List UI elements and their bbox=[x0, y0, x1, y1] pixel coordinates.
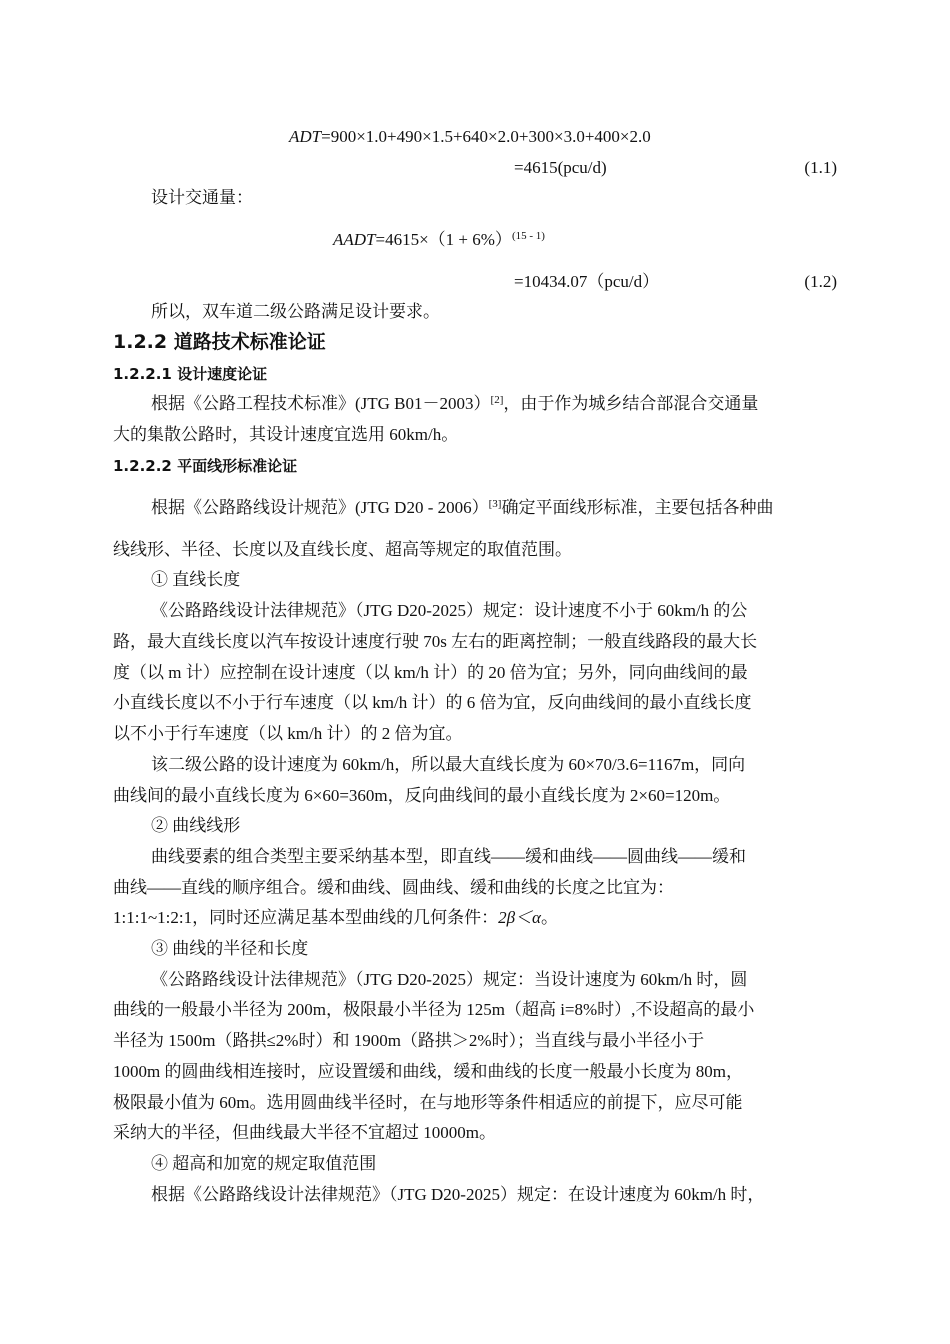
equation-adt bbox=[289, 126, 651, 148]
item2-period: 。 bbox=[540, 908, 558, 927]
eq1-variable: ADT bbox=[289, 127, 322, 146]
item3-title: ③ 曲线的半径和长度 bbox=[151, 939, 309, 958]
item2-p-line-2: 曲线——直线的顺序组合。缓和曲线、圆曲线、缓和曲线的长度之比宜为： bbox=[113, 878, 674, 897]
item2-title: ② 曲线线形 bbox=[151, 816, 241, 835]
item3-p-line-6: 采纳大的半径，但曲线最大半径不宜超过 10000m。 bbox=[113, 1123, 496, 1142]
speed-paragraph-line-2: 大的集散公路时，其设计速度宜选用 60km/h。 bbox=[113, 425, 459, 444]
eq1-number: (1.1) bbox=[804, 158, 837, 177]
eq2-result: =10434.07（pcu/d） bbox=[514, 272, 660, 291]
speed-paragraph-continued: ，由于作为城乡结合部混合交通量 bbox=[503, 394, 759, 413]
item1-p1-line-1: 《公路路线设计法律规范》（JTG D20-2025）规定：设计速度不小于 60km/h 的公 bbox=[151, 601, 748, 620]
plane-citation-text: 根据《公路路线设计规范》(JTG D20 - 2006） bbox=[151, 498, 489, 517]
eq1-expression: =900×1.0+490×1.5+640×2.0+300×3.0+400×2.0 bbox=[321, 127, 651, 146]
item4-p-line-1: 根据《公路路线设计法律规范》（JTG D20-2025）规定：在设计速度为 60km/h 时， bbox=[151, 1185, 765, 1204]
eq1-result: =4615(pcu/d) bbox=[514, 158, 607, 177]
item3-p-line-5: 极限最小值为 60m。选用圆曲线半径时，在与地形等条件相适应的前提下，应尽可能 bbox=[113, 1093, 743, 1112]
item2-p-line-3 bbox=[113, 907, 558, 929]
item2-ratio-text: 1:1:1~1:2:1，同时还应满足基本型曲线的几何条件： bbox=[113, 908, 499, 927]
citation-ref-3: [3] bbox=[488, 498, 502, 510]
plane-paragraph-line-2: 线线形、半径、长度以及直线长度、超高等规定的取值范围。 bbox=[113, 540, 572, 559]
speed-paragraph-line-1 bbox=[151, 393, 758, 415]
item2-formula: 2β＜α bbox=[498, 908, 541, 927]
item1-p2-line-1: 该二级公路的设计速度为 60km/h，所以最大直线长度为 60×70/3.6=1167m，同向 bbox=[151, 755, 746, 774]
conclusion-text: 所以，双车道二级公路满足设计要求。 bbox=[151, 302, 440, 321]
item1-p1-line-4: 小直线长度以不小于行车速度（以 km/h 计）的 6 倍为宜，反向曲线间的最小直线长度 bbox=[113, 693, 752, 712]
design-volume-label: 设计交通量： bbox=[151, 188, 253, 207]
speed-citation-text: 根据《公路工程技术标准》(JTG B01－2003） bbox=[151, 394, 491, 413]
item3-p-line-3: 半径为 1500m（路拱≤2%时）和 1900m（路拱＞2%时）；当直线与最小半径小于 bbox=[113, 1031, 705, 1050]
item3-p-line-2: 曲线的一般最小半径为 200m，极限最小半径为 125m（超高 i=8%时）,不设超高的最小 bbox=[113, 1000, 755, 1019]
item3-p-line-4: 1000m 的圆曲线相连接时，应设置缓和曲线，缓和曲线的长度一般最小长度为 80m， bbox=[113, 1062, 743, 1081]
heading-1-2-2: 1.2.2 道路技术标准论证 bbox=[113, 331, 326, 353]
equation-aadt bbox=[333, 229, 545, 251]
plane-paragraph-line-1 bbox=[151, 497, 773, 519]
heading-1-2-2-1: 1.2.2.1 设计速度论证 bbox=[113, 365, 268, 383]
eq2-variable: AADT bbox=[333, 230, 376, 249]
plane-paragraph-continued: 确定平面线形标准，主要包括各种曲 bbox=[501, 498, 774, 517]
item1-p1-line-2: 路，最大直线长度以汽车按设计速度行驶 70s 左右的距离控制；一般直线路段的最大长 bbox=[113, 632, 758, 651]
item3-p-line-1: 《公路路线设计法律规范》（JTG D20-2025）规定：当设计速度为 60km/h 时，圆 bbox=[151, 970, 748, 989]
item1-title: ① 直线长度 bbox=[151, 570, 241, 589]
citation-ref-2: [2] bbox=[490, 394, 504, 406]
item1-p1-line-5: 以不小于行车速度（以 km/h 计）的 2 倍为宜。 bbox=[113, 724, 463, 743]
heading-1-2-2-2: 1.2.2.2 平面线形标准论证 bbox=[113, 457, 298, 475]
item2-p-line-1: 曲线要素的组合类型主要采纳基本型，即直线——缓和曲线——圆曲线——缓和 bbox=[151, 847, 746, 866]
eq2-exponent: (15 - 1) bbox=[511, 230, 545, 242]
eq2-expression: =4615×（1 + 6%） bbox=[375, 230, 512, 249]
eq2-number: (1.2) bbox=[804, 272, 837, 291]
item1-p1-line-3: 度（以 m 计）应控制在设计速度（以 km/h 计）的 20 倍为宜；另外，同向曲线间的最 bbox=[113, 663, 748, 682]
item1-p2-line-2: 曲线间的最小直线长度为 6×60=360m，反向曲线间的最小直线长度为 2×60=120m。 bbox=[113, 786, 731, 805]
item4-title: ④ 超高和加宽的规定取值范围 bbox=[151, 1154, 377, 1173]
